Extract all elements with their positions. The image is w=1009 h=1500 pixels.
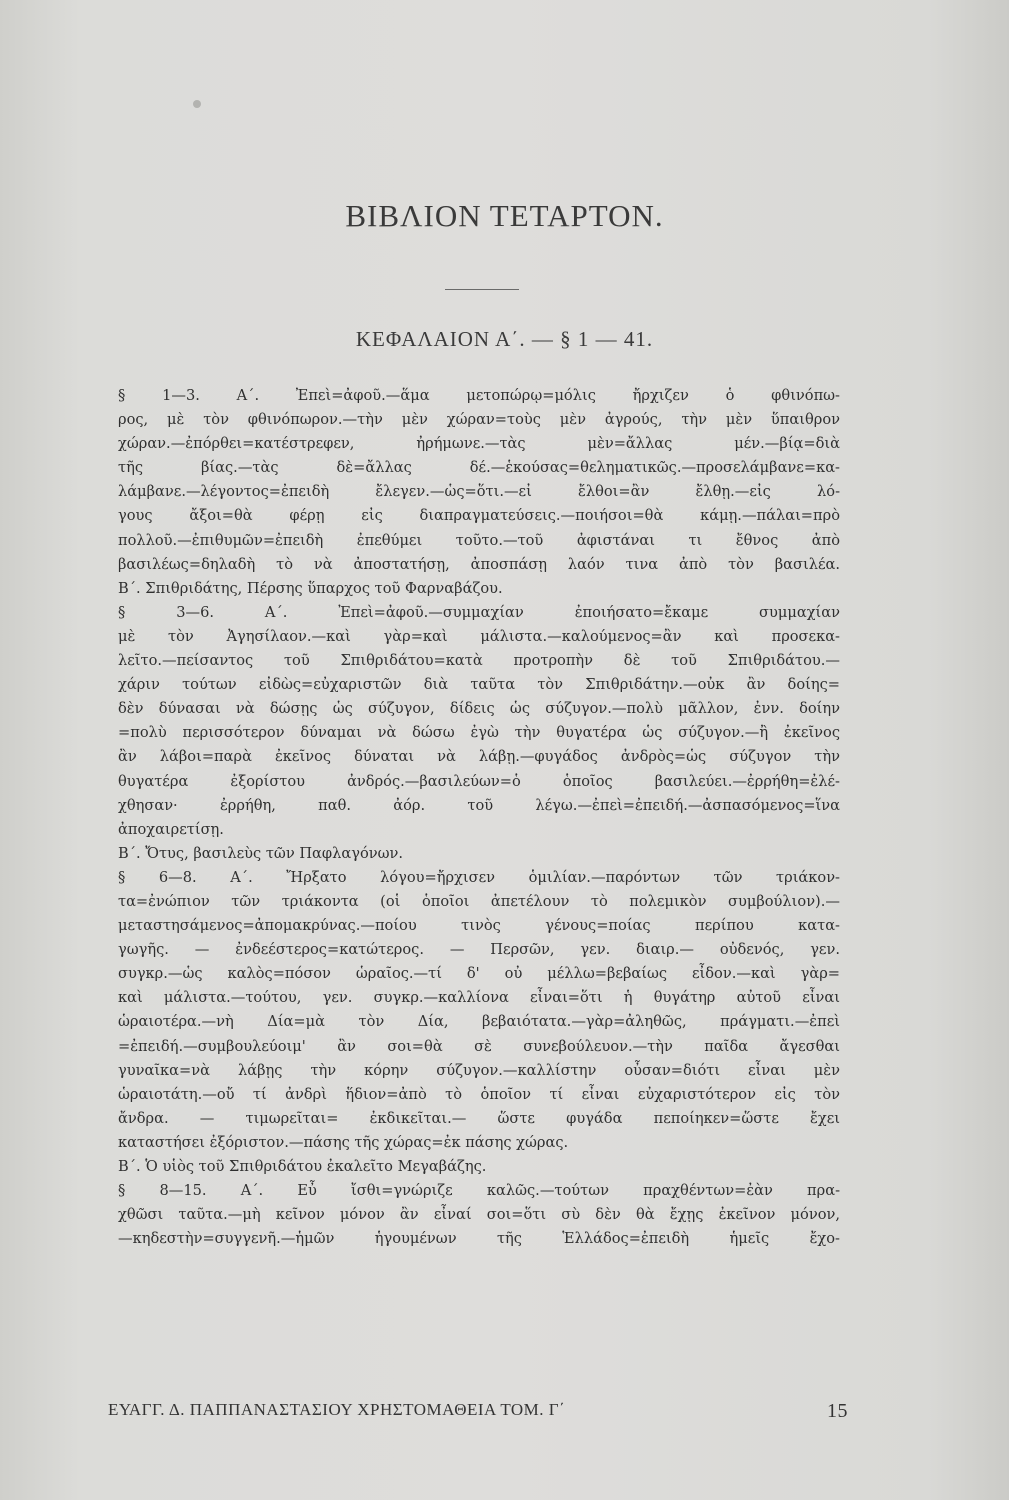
text-line: πολλοῦ.—ἐπιθυμῶν=ἐπειδὴ ἐπεθύμει τοῦτο.—τοῦ ἀφιστάναι τι ἔθνος ἀπὸ (118, 531, 840, 549)
page-number: 15 (827, 1400, 848, 1422)
text-line: χάριν τούτων εἰδὼς=εὐχαριστῶν διὰ ταῦτα τὸν Σπιθριδάτην.—οὐκ ἂν δοίης= (118, 676, 840, 694)
text-line: γωγῆς. — ἐνδεέστερος=κατώτερος. — Περσῶν, γεν. διαιρ.— οὐδενός, γεν. (118, 941, 840, 959)
text-line: λεῖτο.—πείσαντος τοῦ Σπιθριδάτου=κατὰ προτροπὴν δὲ τοῦ Σπιθριδάτου.— (118, 652, 840, 670)
footer-signature: ΕΥΑΓΓ. Δ. ΠΑΠΠΑΝΑΣΤΑΣΙΟΥ ΧΡΗΣΤΟΜΑΘΕΙΑ ΤΟΜ. Γ΄ (108, 1400, 566, 1419)
text-line: § 1—3. Α΄. Ἐπεὶ=ἀφοῦ.—ἅμα μετοπώρῳ=μόλις ἤρχιζεν ὁ φθινόπω- (118, 387, 840, 404)
text-line: καὶ μάλιστα.—τούτου, γεν. συγκρ.—καλλίονα εἶναι=ὅτι ἡ θυγάτηρ αὐτοῦ εἶναι (118, 989, 840, 1007)
text-line: ὡραιοτάτη.—οὔ τί ἀνδρὶ ἥδιον=ἀπὸ τὸ ὁποῖον τί εἶναι εὐχαριστότερον εἰς τὸν (118, 1085, 840, 1103)
text-line: γυναῖκα=νὰ λάβῃς τὴν κόρην σύζυγον.—καλλίστην οὖσαν=διότι εἶναι μὲν (118, 1061, 840, 1079)
text-line: χθησαν· ἐρρήθη, παθ. ἀόρ. τοῦ λέγω.—ἐπεὶ=ἐπειδή.—ἀσπασόμενος=ἵνα (118, 796, 840, 814)
text-line: συγκρ.—ὡς καλὸς=πόσον ὡραῖος.—τί δ' οὐ μέλλω=βεβαίως εἶδον.—καὶ γὰρ= (118, 965, 840, 983)
title-divider (445, 289, 519, 290)
text-line: λάμβανε.—λέγοντος=ἐπειδὴ ἔλεγεν.—ὡς=ὅτι.—εἰ ἔλθοι=ἂν ἔλθῃ.—εἰς λό- (118, 483, 840, 501)
text-line: βασιλέως=δηλαδὴ τὸ νὰ ἀποστατήσῃ, ἀποσπάσῃ λαόν τινα ἀπὸ τὸν βασιλέα. (118, 555, 840, 573)
commentary-text (118, 384, 840, 1251)
text-line: καταστήσει ἐξόριστον.—πάσης τῆς χώρας=ἐκ πάσης χώρας. (118, 1133, 569, 1151)
section-heading-line: Β΄. Ὄτυς, βασιλεὺς τῶν Παφλαγόνων. (118, 844, 404, 862)
text-line: =ἐπειδή.—συμβουλεύοιμ' ἂν σοι=θὰ σὲ συνεβούλευον.—τὴν παῖδα ἄγεσθαι (118, 1037, 840, 1055)
book-title: ΒΙΒΛΙΟΝ ΤΕΤΑΡΤΟΝ. (345, 198, 664, 233)
section-heading-line: Β΄. Ὁ υἱὸς τοῦ Σπιθριδάτου ἐκαλεῖτο Μεγαβάζης. (118, 1158, 487, 1175)
text-line: μὲ τὸν Ἀγησίλαον.—καὶ γὰρ=καὶ μάλιστα.—καλούμενος=ἂν καὶ προσεκα- (118, 627, 840, 645)
text-line: § 3—6. Α΄. Ἐπεὶ=ἀφοῦ.—συμμαχίαν ἐποιήσατο=ἔκαμε συμμαχίαν (118, 603, 840, 621)
text-line: ρος, μὲ τὸν φθινόπωρον.—τὴν μὲν χώραν=τοὺς μὲν ἀγρούς, τὴν μὲν ὕπαιθρον (118, 411, 840, 429)
text-line: τῆς βίας.—τὰς δὲ=ἄλλας δέ.—ἑκούσας=θεληματικῶς.—προσελάμβανε=κα- (118, 459, 840, 477)
page-footer (108, 1400, 848, 1423)
text-line: § 6—8. Α΄. Ἤρξατο λόγου=ἤρχισεν ὁμιλίαν.—παρόντων τῶν τριάκον- (118, 868, 840, 886)
text-line: ἄνδρα. — τιμωρεῖται= ἐκδικεῖται.— ὥστε φυγάδα πεποίηκεν=ὥστε ἔχει (118, 1109, 840, 1127)
text-line: θυγατέρα ἐξορίστου ἀνδρός.—βασιλεύων=ὁ ὁποῖος βασιλεύει.—ἐρρήθη=ἐλέ- (118, 772, 840, 790)
text-line: ὡραιοτέρα.—νὴ Δία=μὰ τὸν Δία, βεβαιότατα.—γὰρ=ἀληθῶς, πράγματι.—ἐπεὶ (118, 1013, 840, 1031)
text-line: § 8—15. Α΄. Εὖ ἴσθι=γνώριζε καλῶς.—τούτων πραχθέντων=ἐὰν πρα- (118, 1182, 840, 1200)
text-line: ἀποχαιρετίσῃ. (118, 820, 224, 838)
text-line: χώραν.—ἐπόρθει=κατέστρεφεν, ἠρήμωνε.—τὰς μὲν=ἄλλας μέν.—βίᾳ=διὰ (118, 435, 840, 453)
text-line: ἂν λάβοι=παρὰ ἐκεῖνος δύναται νὰ λάβῃ.—φυγάδος ἀνδρὸς=ὡς σύζυγον τὴν (118, 748, 840, 766)
text-line: —κηδεστὴν=συγγενῆ.—ἡμῶν ἡγουμένων τῆς Ἑλλάδος=ἐπειδὴ ἡμεῖς ἔχο- (118, 1230, 840, 1248)
text-line: μεταστησάμενος=ἀπομακρύνας.—ποίου τινὸς γένους=ποίας περίπου κατα- (118, 917, 840, 935)
text-line: δὲν δύνασαι νὰ δώσῃς ὡς σύζυγον, δίδεις ὡς σύζυγον.—πολὺ μᾶλλον, ἐνν. δοίην (118, 700, 840, 718)
text-line: χθῶσι ταῦτα.—μὴ κεῖνον μόνον ἂν εἶναί σοι=ὅτι σὺ δὲν θὰ ἔχῃς ἐκεῖνον μόνον, (118, 1206, 840, 1224)
chapter-title: ΚΕΦΑΛΑΙΟΝ Α΄. — § 1 — 41. (355, 327, 654, 351)
text-line: γους ἄξοι=θὰ φέρῃ εἰς διαπραγματεύσεις.—ποιήσοι=θὰ κάμῃ.—πάλαι=πρὸ (118, 507, 840, 525)
paper-speck (193, 100, 201, 108)
text-line: τα=ἐνώπιον τῶν τριάκοντα (οἱ ὁποῖοι ἀπετέλουν τὸ πολεμικὸν συμβούλιον).— (118, 892, 840, 910)
section-heading-line: Β΄. Σπιθριδάτης, Πέρσης ὕπαρχος τοῦ Φαρναβάζου. (118, 579, 503, 597)
text-line: =πολὺ περισσότερον δύναμαι νὰ δώσω ἐγὼ τὴν θυγατέρα ὡς σύζυγον.—ἢ ἐκεῖνος (118, 724, 840, 742)
